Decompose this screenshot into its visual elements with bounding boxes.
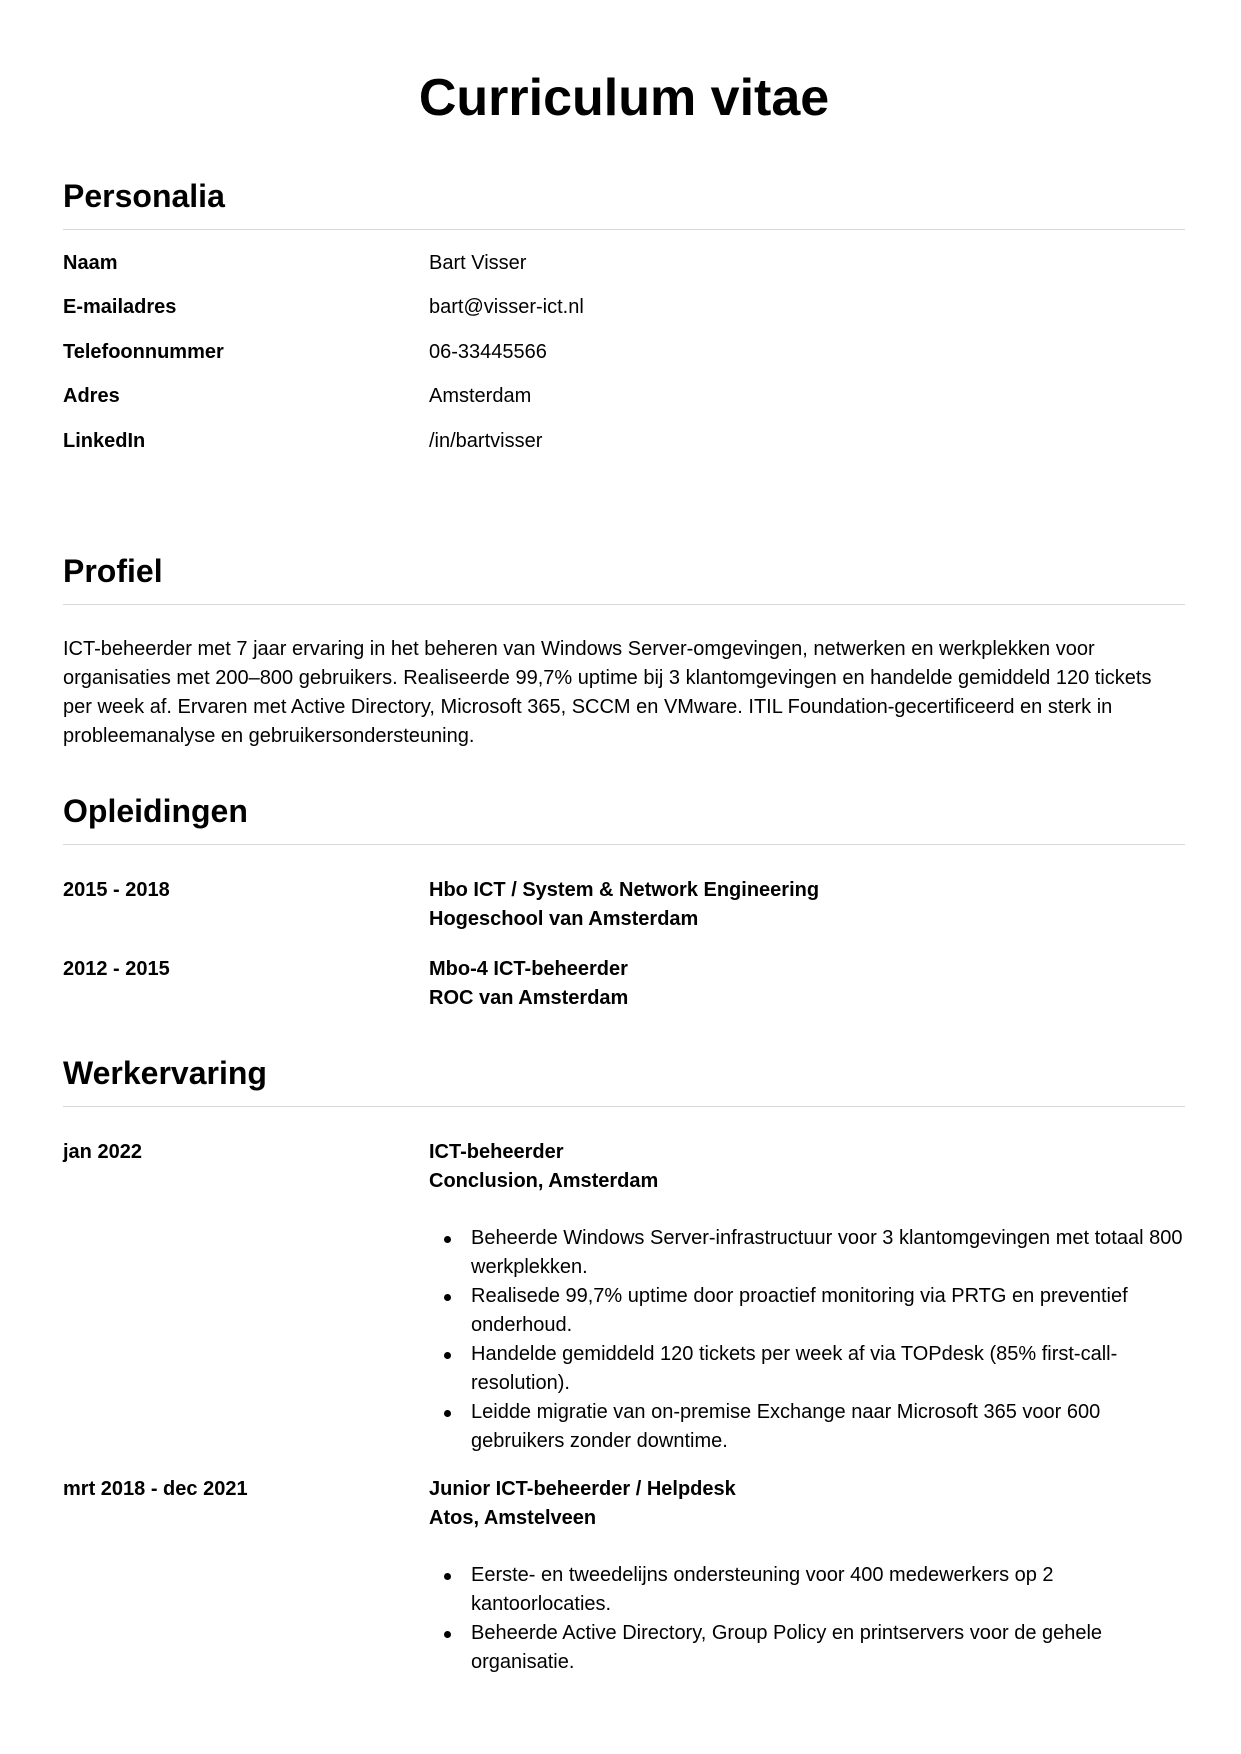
entry-company: Atos, Amstelveen: [429, 1507, 597, 1529]
section-divider: [63, 844, 1185, 845]
field-label: LinkedIn: [63, 430, 146, 452]
entry-date: mrt 2018 - dec 2021: [63, 1478, 248, 1500]
entry-company: Conclusion, Amsterdam: [429, 1170, 659, 1192]
entry-title: Mbo-4 ICT-beheerder: [429, 958, 628, 980]
achievement-list: [429, 1224, 1185, 1456]
section-heading: Opleidingen: [63, 793, 248, 829]
field-label: Telefoonnummer: [63, 341, 224, 363]
entry-institution: Hogeschool van Amsterdam: [429, 908, 699, 930]
entry-date: jan 2022: [63, 1141, 142, 1163]
entry-title: Hbo ICT / System & Network Engineering: [429, 879, 820, 901]
list-item: Handelde gemiddeld 120 tickets per week af via TOPdesk (85% first-call-resolution).: [471, 1340, 1185, 1398]
field-value: 06-33445566: [429, 341, 547, 363]
section-werkervaring: [63, 1053, 1185, 1107]
entry-details: [429, 1138, 1185, 1456]
section-divider: [63, 1106, 1185, 1107]
list-item: Beheerde Windows Server-infrastructuur voor 3 klantomgevingen met totaal 800 werkplekken.: [471, 1224, 1185, 1282]
field-value: bart@visser-ict.nl: [429, 296, 584, 318]
list-item: Beheerde Active Directory, Group Policy en printservers voor de gehele organisatie.: [471, 1619, 1185, 1677]
section-heading: Werkervaring: [63, 1055, 267, 1091]
field-label: E-mailadres: [63, 296, 177, 318]
entry-details: [429, 876, 1185, 934]
field-value: Bart Visser: [429, 252, 527, 274]
page-title: Curriculum vitae: [418, 69, 830, 127]
field-label: Adres: [63, 385, 120, 407]
field-value: /in/bartvisser: [429, 430, 543, 452]
achievement-list: [429, 1561, 1185, 1677]
entry-title: Junior ICT-beheerder / Helpdesk: [429, 1478, 736, 1500]
entry-title: ICT-beheerder: [429, 1141, 564, 1163]
entry-date: 2015 - 2018: [63, 879, 170, 901]
list-item: Leidde migratie van on-premise Exchange naar Microsoft 365 voor 600 gebruikers zonder downtime.: [471, 1398, 1185, 1456]
section-opleidingen: [63, 791, 1185, 845]
entry-details: [429, 955, 1185, 1013]
entry-institution: ROC van Amsterdam: [429, 987, 629, 1009]
section-heading: Personalia: [63, 178, 225, 214]
profile-summary: ICT-beheerder met 7 jaar ervaring in het beheren van Windows Server-omgevingen, netwerken en werkplekken voor organisaties met 200–800 gebruikers. Realiseerde 99,7% uptime bij 3 klantomgevingen en handelde gemiddeld 120 tickets per week af. Ervaren met Active Directory, Microsoft 365, SCCM en VMware. ITIL Foundation-gecertificeerd en sterk in probleemanalyse en gebruikersondersteuning.: [63, 638, 1152, 747]
section-profiel: [63, 551, 1185, 605]
entry-date: 2012 - 2015: [63, 958, 170, 980]
section-divider: [63, 229, 1185, 230]
field-value: Amsterdam: [429, 385, 532, 407]
section-heading: Profiel: [63, 553, 163, 589]
list-item: Eerste- en tweedelijns ondersteuning voor 400 medewerkers op 2 kantoorlocaties.: [471, 1561, 1185, 1619]
entry-details: [429, 1475, 1185, 1677]
list-item: Realisede 99,7% uptime door proactief monitoring via PRTG en preventief onderhoud.: [471, 1282, 1185, 1340]
section-personalia: [63, 176, 1185, 230]
section-divider: [63, 604, 1185, 605]
field-label: Naam: [63, 252, 118, 274]
